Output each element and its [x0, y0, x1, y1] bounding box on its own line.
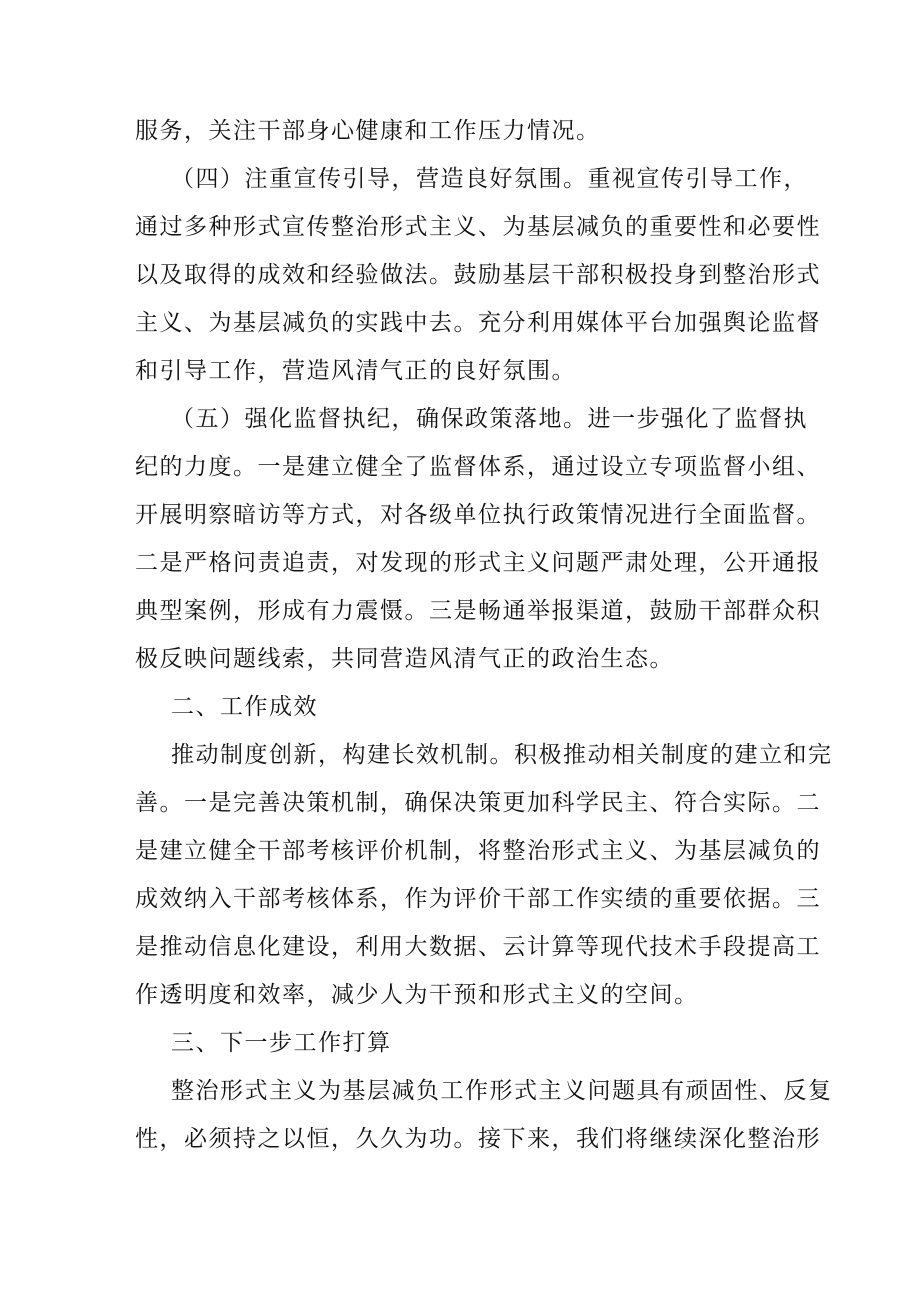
text-line: 二是严格问责追责，对发现的形式主义问题严肃处理，公开通报 [135, 550, 821, 576]
document-body [135, 107, 833, 1163]
text-line: 以及取得的成效和经验做法。鼓励基层干部积极投身到整治形式 [135, 262, 821, 288]
text-line: 典型案例，形成有力震慑。三是畅通举报渠道，鼓励干部群众积 [135, 598, 821, 624]
text-line: 通过多种形式宣传整治形式主义、为基层减负的重要性和必要性 [135, 214, 821, 240]
text-line: 和引导工作，营造风清气正的良好氛围。 [135, 358, 576, 384]
text-line: 开展明察暗访等方式，对各级单位执行政策情况进行全面监督。 [135, 502, 821, 528]
text-line: 是推动信息化建设，利用大数据、云计算等现代技术手段提高工 [135, 934, 821, 960]
section-heading-next-steps: 三、下一步工作打算 [171, 1030, 392, 1056]
section-heading-results: 二、工作成效 [171, 694, 318, 720]
paragraph-heading-five: （五）强化监督执纪，确保政策落地。进一步强化了监督执 [171, 406, 808, 432]
text-line: 整治形式主义为基层减负工作形式主义问题具有顽固性、反复 [171, 1078, 833, 1104]
text-line: 是建立健全干部考核评价机制，将整治形式主义、为基层减负的 [135, 838, 821, 864]
text-line: 推动制度创新，构建长效机制。积极推动相关制度的建立和完 [171, 742, 833, 768]
text-line: 主义、为基层减负的实践中去。充分利用媒体平台加强舆论监督 [135, 310, 821, 336]
text-line: 性，必须持之以恒，久久为功。接下来，我们将继续深化整治形 [135, 1126, 821, 1152]
text-line: 善。一是完善决策机制，确保决策更加科学民主、符合实际。二 [135, 790, 821, 816]
text-line: 极反映问题线索，共同营造风清气正的政治生态。 [135, 646, 674, 672]
text-line: 纪的力度。一是建立健全了监督体系，通过设立专项监督小组、 [135, 454, 821, 480]
text-line: 服务，关注干部身心健康和工作压力情况。 [135, 118, 601, 144]
text-line: 成效纳入干部考核体系，作为评价干部工作实绩的重要依据。三 [135, 886, 821, 912]
paragraph-heading-four: （四）注重宣传引导，营造良好氛围。重视宣传引导工作， [171, 166, 808, 192]
text-line: 作透明度和效率，减少人为干预和形式主义的空间。 [135, 982, 699, 1008]
